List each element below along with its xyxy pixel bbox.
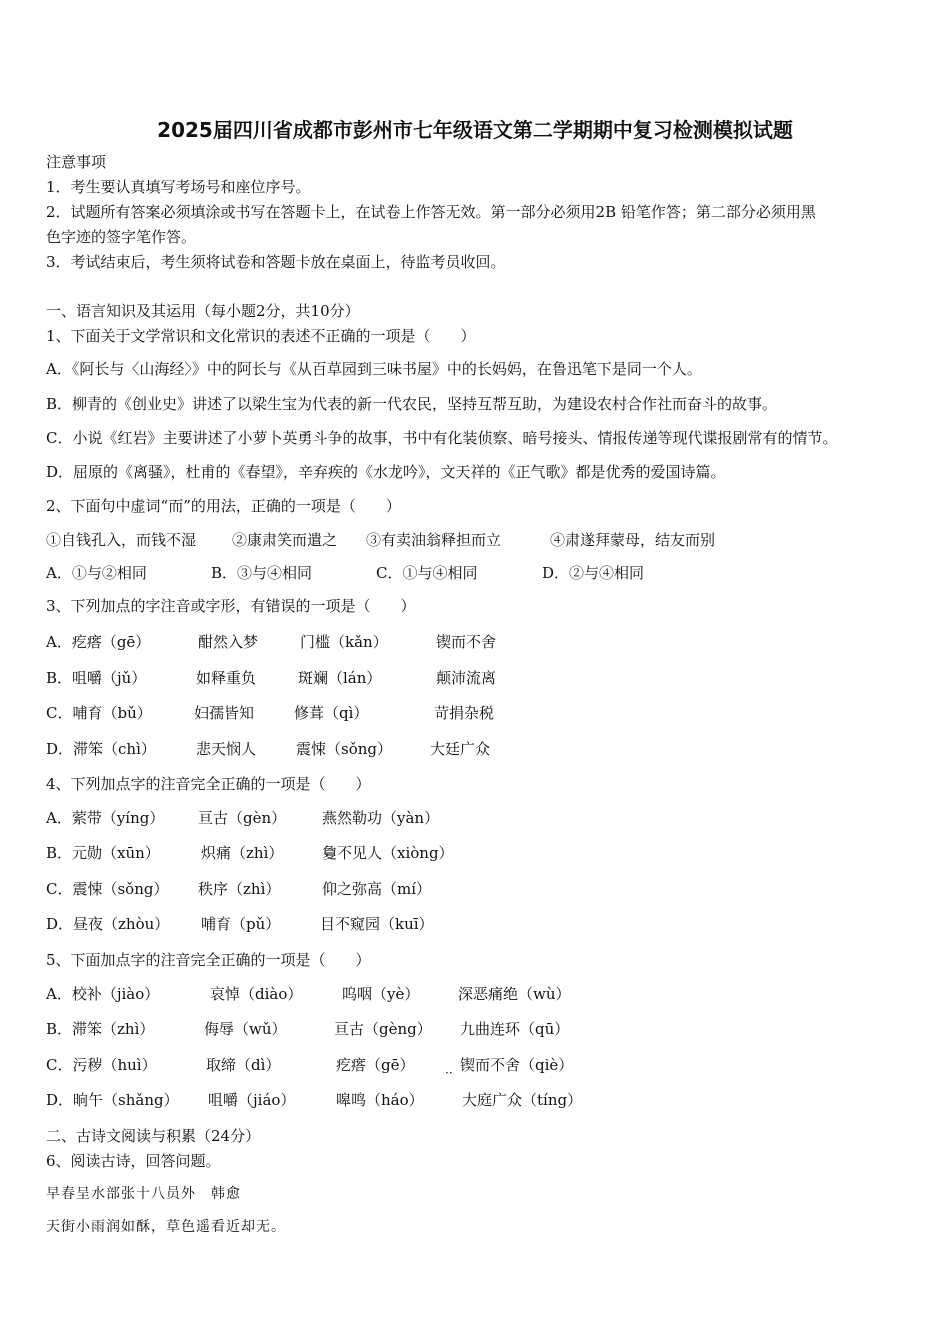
q5-b-1: B．滞笨（zhì）: [46, 1020, 155, 1038]
q3-b-4: 颠沛流离: [436, 669, 497, 687]
q5-c-3: 疙瘩（gē）: [336, 1056, 415, 1074]
q4-c-1: C．震悚（sǒng）: [46, 880, 169, 898]
q3-c-1: C．哺育（bǔ）: [46, 704, 152, 722]
q2-option-c: C．①与④相同: [376, 564, 478, 582]
notice-item-3: 3．考试结束后，考生须将试卷和答题卡放在桌面上，待监考员收回。: [46, 253, 506, 271]
q2-sentence-4: ④肃遂拜蒙母，结友而别: [550, 531, 716, 549]
q4-row-b: [46, 843, 906, 863]
q3-b-2: 如释重负: [196, 669, 257, 687]
q4-stem: 4、下列加点字的注音完全正确的一项是（ ）: [46, 775, 371, 793]
q1-option-c: C．小说《红岩》主要讲述了小萝卜英勇斗争的故事，书中有化装侦察、暗号接头、情报传递等现代谍报剧常有的情节。: [46, 429, 838, 447]
q2-options: [46, 563, 906, 583]
q5-c-2: 取缔（dì）: [206, 1056, 281, 1074]
q1-option-a: A．《阿长与〈山海经〉》中的阿长与《从百草园到三味书屋》中的长妈妈，在鲁迅笔下是同一个人。: [46, 360, 702, 378]
notice-heading: 注意事项: [46, 153, 107, 171]
q5-row-d: [46, 1090, 906, 1110]
notice-item-1: 1．考生要认真填写考场号和座位序号。: [46, 178, 311, 196]
q4-row-d: [46, 914, 906, 934]
q2-sentence-3: ③有卖油翁释担而立: [366, 531, 502, 549]
q3-row-c: [46, 703, 906, 723]
q3-a-2: 酣然入梦: [198, 633, 259, 651]
q4-d-2: 哺育（pǔ）: [201, 915, 281, 933]
page-title: 2025届四川省成都市彭州市七年级语文第二学期期中复习检测模拟试题: [157, 118, 793, 142]
q4-d-3: 目不窥园（kuī）: [320, 915, 434, 933]
q3-row-b: [46, 668, 906, 688]
q2-option-b: B．③与④相同: [211, 564, 313, 582]
q3-c-3: 修葺（qì）: [294, 704, 369, 722]
q5-row-c: [46, 1055, 906, 1075]
notice-item-2-cont: 色字迹的签字笔作答。: [46, 228, 197, 246]
q4-row-c: [46, 879, 906, 899]
q1-option-d: D．屈原的《离骚》，杜甫的《春望》，辛弃疾的《水龙吟》，文天祥的《正气歌》都是优秀的爱国诗篇。: [46, 463, 726, 481]
q2-option-a: A．①与②相同: [46, 564, 147, 582]
q5-d-1: D．晌午（shǎng）: [46, 1091, 179, 1109]
q2-sentence-1: ①自钱孔入，而钱不湿: [46, 531, 197, 549]
q5-a-2: 哀悼（diào）: [210, 985, 303, 1003]
q5-a-3: 呜咽（yè）: [342, 985, 420, 1003]
q4-a-3: 燕然勒功（yàn）: [322, 809, 440, 827]
section1-heading: 一、语言知识及其运用（每小题2分，共10分）: [46, 302, 360, 320]
q3-c-2: 妇孺皆知: [194, 704, 255, 722]
q3-a-1: A．疙瘩（gē）: [46, 633, 151, 651]
q4-a-1: A．萦带（yíng）: [46, 809, 165, 827]
q5-d-2: 咀嚼（jiáo）: [208, 1091, 296, 1109]
q3-row-a: [46, 632, 906, 652]
poem-title: 早春呈水部张十八员外 韩愈: [46, 1186, 241, 1202]
q5-b-2: 侮辱（wǔ）: [204, 1020, 287, 1038]
q4-c-2: 秩序（zhì）: [198, 880, 281, 898]
emphasis-dots-icon: ··: [445, 1066, 453, 1080]
q4-b-3: 敻不见人（xiòng）: [322, 844, 454, 862]
q2-option-d: D．②与④相同: [542, 564, 645, 582]
q3-c-4: 苛捐杂税: [434, 704, 495, 722]
q5-b-3: 亘古（gèng）: [334, 1020, 432, 1038]
q5-a-1: A．校补（jiào）: [46, 985, 160, 1003]
poem-line-1: 天街小雨润如酥，草色遥看近却无。: [46, 1219, 286, 1235]
q5-stem: 5、下面加点字的注音完全正确的一项是（ ）: [46, 951, 371, 969]
q1-option-b: B．柳青的《创业史》讲述了以梁生宝为代表的新一代农民，坚持互帮互助，为建设农村合作社而奋斗的故事。: [46, 395, 778, 413]
q5-d-4: 大庭广众（tíng）: [462, 1091, 583, 1109]
q4-a-2: 亘古（gèn）: [198, 809, 287, 827]
q4-b-1: B．元勋（xūn）: [46, 844, 160, 862]
q3-d-1: D．滞笨（chì）: [46, 740, 156, 758]
q3-a-3: 门槛（kǎn）: [300, 633, 388, 651]
q4-c-3: 仰之弥高（mí）: [322, 880, 432, 898]
q3-row-d: [46, 739, 906, 759]
q5-c-1: C．污秽（huì）: [46, 1056, 157, 1074]
q1-stem: 1、下面关于文学常识和文化常识的表述不正确的一项是（ ）: [46, 327, 476, 345]
q5-row-b: [46, 1019, 906, 1039]
q3-b-3: 斑斓（lán）: [298, 669, 382, 687]
q4-row-a: [46, 808, 906, 828]
q5-b-4: 九曲连环（qū）: [460, 1020, 570, 1038]
q3-stem: 3、下列加点的字注音或字形，有错误的一项是（ ）: [46, 597, 416, 615]
q3-a-4: 锲而不舍: [436, 633, 497, 651]
q3-b-1: B．咀嚼（jǔ）: [46, 669, 147, 687]
q5-a-4: 深恶痛绝（wù）: [458, 985, 571, 1003]
q3-d-3: 震悚（sǒng）: [296, 740, 392, 758]
q5-c-4: 锲而不舍（qiè）: [460, 1056, 574, 1074]
q5-row-a: [46, 984, 906, 1004]
q2-stem: 2、下面句中虚词“而”的用法，正确的一项是（ ）: [46, 497, 401, 515]
q5-d-3: 嗥鸣（háo）: [336, 1091, 424, 1109]
q4-b-2: 炽痛（zhì）: [201, 844, 284, 862]
q3-d-2: 悲天悯人: [196, 740, 257, 758]
q4-d-1: D．昼夜（zhòu）: [46, 915, 170, 933]
q3-d-4: 大廷广众: [430, 740, 491, 758]
q2-sentence-2: ②康肃笑而遣之: [232, 531, 338, 549]
q6-stem: 6、阅读古诗，回答问题。: [46, 1152, 221, 1170]
section2-heading: 二、古诗文阅读与积累（24分）: [46, 1127, 261, 1145]
notice-item-2: 2．试题所有答案必须填涂或书写在答题卡上，在试卷上作答无效。第一部分必须用2B 铅笔作答；第二部分必须用黑: [46, 203, 816, 221]
q2-sentences: [46, 530, 906, 550]
